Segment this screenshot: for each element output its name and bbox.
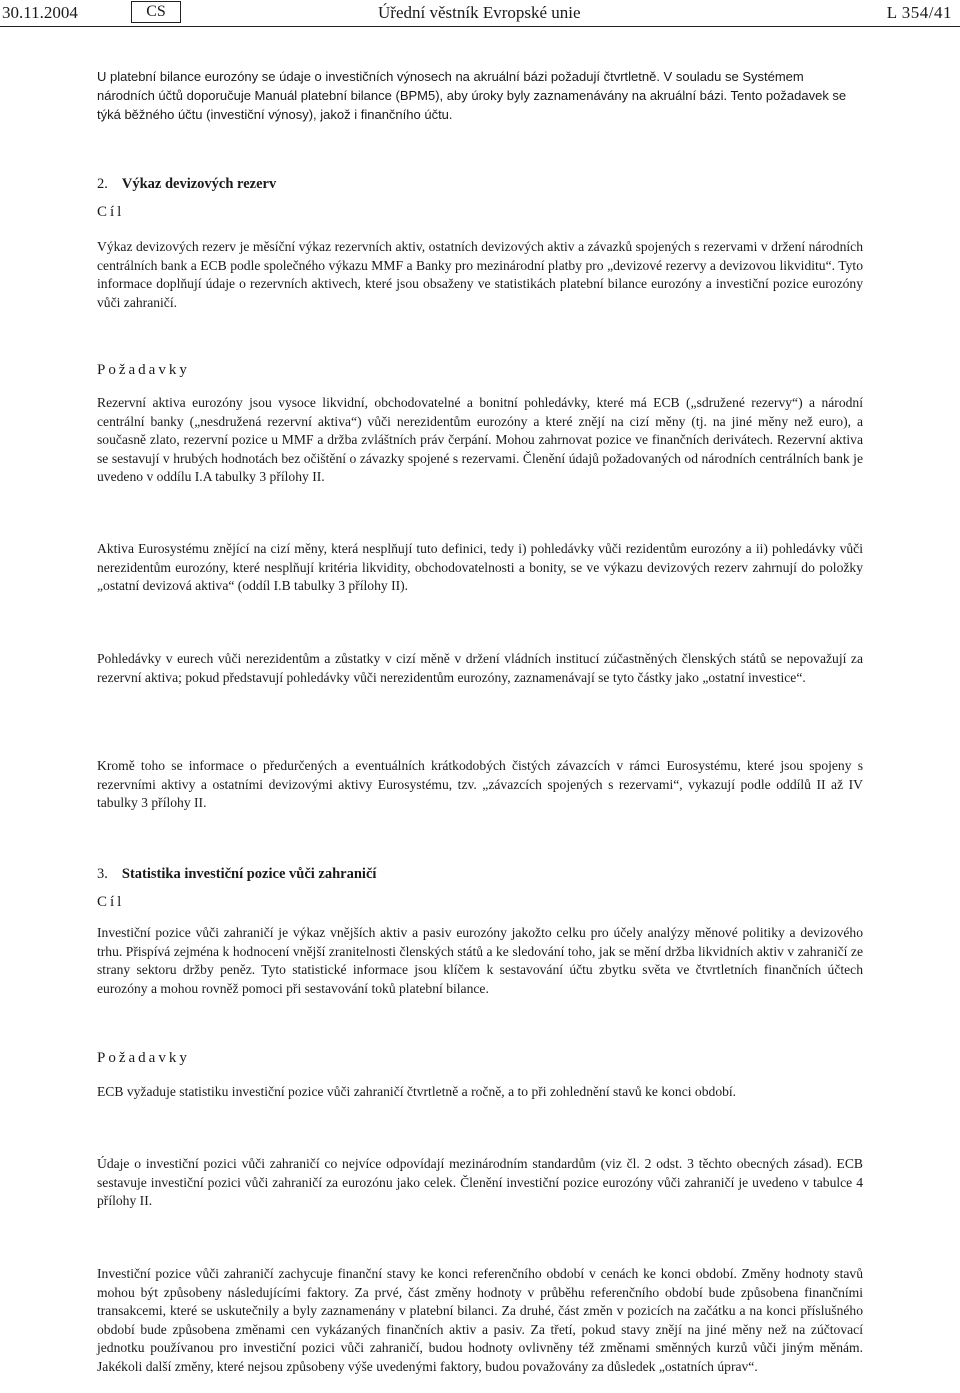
intro-paragraph: U platební bilance eurozóny se údaje o investičních výnosech na akruální bázi požadují čtvrtletně. V souladu se Systémem národních účtů doporučuje Manuál platební bilance (BPM5), aby úroky byly zaznamenávány na akruální bázi. Tento požadavek se týká běžného účtu (investiční výnosy), jakož i finančního účtu. [97, 69, 847, 122]
section-2-req-paragraph-4: Kromě toho se informace o předurčených a eventuálních krátkodobých čistých závazcích v rámci Eurosystému, které jsou spojeny s rezervními aktivy a ostatními devizovými aktivy Eurosystému, tzv. „závazcích spojených s rezervami“, vykazují podle oddílů II až IV tabulky 3 přílohy II. [97, 758, 863, 810]
section-3-number: 3. [97, 866, 108, 882]
section-2-number: 2. [97, 176, 108, 192]
journal-title: Úřední věstník Evropské unie [378, 3, 581, 22]
header-divider [0, 26, 960, 27]
section-3-title: Statistika investiční pozice vůči zahraničí [121, 866, 377, 882]
section-2-req-paragraph-1: Rezervní aktiva eurozóny jsou vysoce likvidní, obchodovatelné a bonitní pohledávky, které má ECB („sdružené rezervy“) a národní centrální banky („nesdružená rezervní aktiva“) vůči nerezidentům eurozóny a které znějí na cizí měny (tj. na jiné měny než euro), a současně zlato, rezervní pozice u MMF a držba zvláštních práv čerpání. Mohou zahrnovat pozice ve finančních derivátech. Rezervní aktiva se sestavují v hrubých hodnotách bez očištění o závazky spojené s rezervami. Členění údajů požadovaných od národních centrálních bank je uvedeno v oddílu I.A tabulky 3 přílohy II. [97, 395, 863, 484]
section-3-req-paragraph-1: ECB vyžaduje statistiku investiční pozice vůči zahraničí čtvrtletně a ročně, a to při zohlednění stavů ke konci období. [97, 1084, 737, 1099]
section-2-goal-heading: Cíl [97, 204, 125, 220]
language-badge: CS [131, 1, 181, 23]
section-2-req-paragraph-2: Aktiva Eurosystému znějící na cizí měny, která nesplňují tuto definici, tedy i) pohledávky vůči rezidentům eurozóny a ii) pohledávky vůči nerezidentům eurozóny, které nesplňují kritéria likvidity, obchodovatelnosti a bonity, se ve výkazu devizových rezerv zahrnují do položky „ostatní devizová aktiva“ (oddíl I.B tabulky 3 přílohy II). [97, 541, 863, 593]
section-3-heading [97, 866, 376, 883]
section-2-requirements-heading: Požadavky [97, 362, 190, 378]
section-3-requirements-heading: Požadavky [97, 1050, 190, 1066]
section-2-req-paragraph-3: Pohledávky v eurech vůči nerezidentům a zůstatky v cizí měně v držení vládních institucí zúčastněných členských států se nepovažují za rezervní aktiva; pokud představují pohledávky vůči nerezidentům eurozóny, zaznamenávají se tyto částky jako „ostatní investice“. [97, 651, 863, 685]
section-2-title: Výkaz devizových rezerv [121, 176, 277, 192]
section-3-goal-heading: Cíl [97, 894, 125, 910]
header-date: 30.11.2004 [2, 3, 78, 22]
section-3-req-paragraph-2: Údaje o investiční pozici vůči zahraničí co nejvíce odpovídají mezinárodním standardům (viz čl. 2 odst. 3 těchto obecných zásad). ECB sestavuje investiční pozici vůči zahraničí za eurozónu jako celek. Členění investiční pozice eurozóny vůči zahraničí je uvedeno v tabulce 4 přílohy II. [97, 1156, 863, 1208]
page-number: L 354/41 [886, 3, 952, 22]
section-3-goal-text: Investiční pozice vůči zahraničí je výkaz vnějších aktiv a pasiv eurozóny jakožto celku pro účely analýzy měnové politiky a devizového trhu. Přispívá zejména k hodnocení vnější zranitelnosti členských států a ke sledování toho, jak se mění držba likvidních aktiv v zahraničí ze strany sektoru držby peněz. Tyto statistické informace jsou klíčem k sestavování účtu zbytku světa ve čtvrtletních finančních účtech eurozóny a mohou rovněž pomoci při sestavování toků platební bilance. [97, 925, 863, 996]
section-2-goal-text: Výkaz devizových rezerv je měsíční výkaz rezervních aktiv, ostatních devizových aktiv a závazků spojených s rezervami v držení národních centrálních bank a ECB podle společného výkazu MMF a Banky pro mezinárodní platby pro „devizové rezervy a devizovou likviditu“. Tyto informace doplňují údaje o rezervních aktivech, které jsou obsaženy ve statistikách platební bilance eurozóny a investiční pozice eurozóny vůči zahraničí. [97, 239, 863, 310]
section-2-heading [97, 176, 276, 193]
page-header [0, 0, 960, 28]
section-3-req-paragraph-3: Investiční pozice vůči zahraničí zachycuje finanční stavy ke konci referenčního období v cenách ke konci období. Změny hodnoty stavů mohou být způsobeny následujícími faktory. Za prvé, část změny hodnoty v průběhu referenčního období bude způsobena finančními transakcemi, které se uskutečnily a byly zaznamenány v platební bilanci. Za druhé, část změn v pozicích na začátku a na konci příslušného období bude způsobena změnami cen vykázaných finančních aktiv a pasiv. Za třetí, pokud stavy znějí na jiné měny než na zúčtovací jednotku používanou pro investiční pozici vůči zahraničí, budou hodnoty ovlivněny též změnami směnných kurzů vůči jiným měnám. Jakékoli další změny, které nejsou způsobeny výše uvedenými faktory, budou považovány za důsledek „ostatních úprav“. [97, 1266, 863, 1374]
